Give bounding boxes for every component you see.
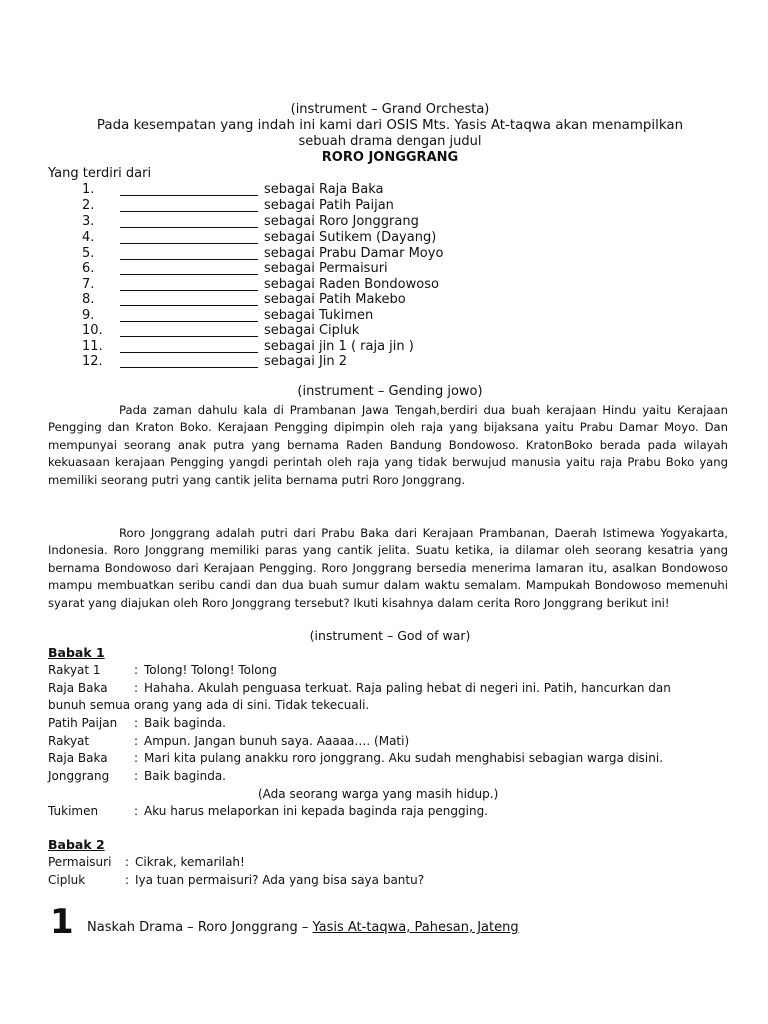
intro-line-2: sebuah drama dengan judul — [298, 134, 482, 149]
name-blank-line — [120, 230, 258, 244]
cast-role: sebagai Jin 2 — [264, 354, 348, 369]
cast-role: sebagai Raja Baka — [264, 182, 384, 197]
name-blank-line — [120, 292, 258, 306]
dialogue-line: Rakyat 1 : Tolong! Tolong! Tolong — [48, 663, 277, 677]
dialogue-line: Cipluk : Iya tuan permaisuri? Ada yang bisa saya bantu? — [48, 873, 425, 887]
dialogue-line: Patih Paijan : Baik baginda. — [48, 716, 226, 730]
instrument-note-god-of-war: (instrument – God of war) — [309, 628, 471, 643]
dialogue-line: Raja Baka : Mari kita pulang anakku roro jonggrang. Aku sudah menghabisi sebagian warga disini. — [48, 751, 664, 765]
cast-number: 3. — [82, 214, 95, 229]
cast-role: sebagai Patih Paijan — [264, 198, 394, 213]
name-blank-line — [120, 339, 258, 353]
cast-number: 8. — [82, 292, 95, 307]
footer-text: Naskah Drama – Roro Jonggrang – Yasis At-taqwa, Pahesan, Jateng — [87, 920, 519, 935]
dialogue-line: Jonggrang : Baik baginda. — [48, 769, 226, 783]
cast-role: sebagai jin 1 ( raja jin ) — [264, 339, 414, 354]
dialogue-text: Hahaha. Akulah penguasa terkuat. Raja paling hebat di negeri ini. Patih, hancurkan dan — [144, 681, 671, 695]
speaker-name: Jonggrang — [48, 769, 110, 783]
speaker-name: Tukimen — [48, 804, 99, 818]
babak-2-heading: Babak 2 — [48, 837, 105, 852]
dialogue-line: Rakyat : Ampun. Jangan bunuh saya. Aaaaa…. (Mati) — [48, 734, 410, 748]
cast-number: 11. — [82, 339, 103, 354]
speaker-name: Raja Baka — [48, 751, 108, 765]
document-title: RORO JONGGRANG — [321, 150, 459, 165]
cast-number: 10. — [82, 323, 103, 338]
cast-role: sebagai Prabu Damar Moyo — [264, 246, 444, 261]
page-number: 1 — [50, 902, 74, 942]
cast-role: sebagai Permaisuri — [264, 261, 388, 276]
narration-paragraph-1: Pada zaman dahulu kala di Prambanan Jawa Tengah,berdiri dua buah kerajaan Hindu yaitu Kerajaan Pengging dan Kraton Boko. Kerajaan Pengging dipimpin oleh raja yang bijaksana yaitu Prabu Damar Moyo. Dan mempunyai seorang anak putra yang bernama Raden Bandung Bondowoso. KratonBoko berada pada wilayah kekuasaan kerajaan Pengging yangdi perintah oleh raja yang tidak berwujud manusia yaitu raja Prabu Boko yang memiliki seorang putri yang cantik jelita bernama putri Roro Jonggrang. — [48, 403, 728, 487]
instrument-note-grand-orchesta: (instrument – Grand Orchesta) — [290, 102, 490, 117]
cast-number: 1. — [82, 182, 95, 197]
dialogue-text: Iya tuan permaisuri? Ada yang bisa saya bantu? — [135, 873, 425, 887]
cast-number: 7. — [82, 277, 95, 292]
speaker-name: Raja Baka — [48, 681, 108, 695]
cast-role: sebagai Tukimen — [264, 308, 374, 323]
narration-paragraph-2: Roro Jonggrang adalah putri dari Prabu Baka dari Kerajaan Prambanan, Daerah Istimewa Yogyakarta, Indonesia. Roro Jonggrang memiliki paras yang cantik jelita. Suatu ketika, ia dilamar oleh seorang kesatria yang bernama Bondowoso dari Kerajaan Pengging. Roro Jonggrang bersedia menerima lamaran itu, asalkan Bondowoso mampu membuatkan seribu candi dan dua buah sumur dalam waktu semalam. Mampukah Bondowoso memenuhi syarat yang diajukan oleh Roro Jonggrang tersebut? Ikuti kisahnya dalam cerita Roro Jonggrang berikut ini! — [48, 526, 728, 610]
dialogue-text: Aku harus melaporkan ini kepada baginda raja pengging. — [144, 804, 488, 818]
dialogue-text: Baik baginda. — [144, 769, 226, 783]
dialogue-text: bunuh semua orang yang ada di sini. Tidak tekecuali. — [48, 698, 370, 712]
name-blank-line — [120, 308, 258, 322]
cast-role: sebagai Sutikem (Dayang) — [264, 230, 437, 245]
dialogue-line: Raja Baka : Hahaha. Akulah penguasa terkuat. Raja paling hebat di negeri ini. Patih, hancurkan dan — [48, 681, 671, 695]
name-blank-line — [120, 214, 258, 228]
name-blank-line — [120, 182, 258, 196]
cast-role: sebagai Roro Jonggrang — [264, 214, 419, 229]
intro-line-1: Pada kesempatan yang indah ini kami dari OSIS Mts. Yasis At-taqwa akan menampilkan — [96, 118, 684, 133]
speaker-name: Rakyat 1 — [48, 663, 101, 677]
cast-number: 2. — [82, 198, 95, 213]
name-blank-line — [120, 261, 258, 275]
dialogue-text: Ampun. Jangan bunuh saya. Aaaaa…. (Mati) — [144, 734, 410, 748]
babak-1-heading: Babak 1 — [48, 645, 105, 660]
stage-direction-text: (Ada seorang warga yang masih hidup.) — [258, 787, 499, 801]
cast-role: sebagai Cipluk — [264, 323, 360, 338]
cast-role: sebagai Patih Makebo — [264, 292, 406, 307]
instrument-note-gending-jowo: (instrument – Gending jowo) — [297, 384, 483, 399]
dialogue-text: Tolong! Tolong! Tolong — [144, 663, 277, 677]
dialogue-text: Baik baginda. — [144, 716, 226, 730]
name-blank-line — [120, 198, 258, 212]
footer-school-link: Yasis At-taqwa, Pahesan, Jateng — [312, 920, 519, 935]
speaker-name: Rakyat — [48, 734, 90, 748]
name-blank-line — [120, 354, 258, 368]
dialogue-line: Tukimen : Aku harus melaporkan ini kepada baginda raja pengging. — [48, 804, 488, 818]
dialogue-continuation — [48, 697, 369, 713]
speaker-name: Cipluk — [48, 873, 86, 887]
cast-heading: Yang terdiri dari — [48, 166, 152, 181]
name-blank-line — [120, 277, 258, 291]
cast-number: 9. — [82, 308, 95, 323]
cast-number: 4. — [82, 230, 95, 245]
dialogue-line: Permaisuri : Cikrak, kemarilah! — [48, 855, 245, 869]
speaker-name: Patih Paijan — [48, 716, 118, 730]
name-blank-line — [120, 246, 258, 260]
speaker-name: Permaisuri — [48, 855, 112, 869]
name-blank-line — [120, 323, 258, 337]
cast-number: 6. — [82, 261, 95, 276]
cast-number: 5. — [82, 246, 95, 261]
dialogue-text: Mari kita pulang anakku roro jonggrang. Aku sudah menghabisi sebagian warga disini. — [144, 751, 664, 765]
cast-role: sebagai Raden Bondowoso — [264, 277, 439, 292]
cast-number: 12. — [82, 354, 103, 369]
stage-direction — [258, 786, 498, 802]
dialogue-text: Cikrak, kemarilah! — [135, 855, 245, 869]
